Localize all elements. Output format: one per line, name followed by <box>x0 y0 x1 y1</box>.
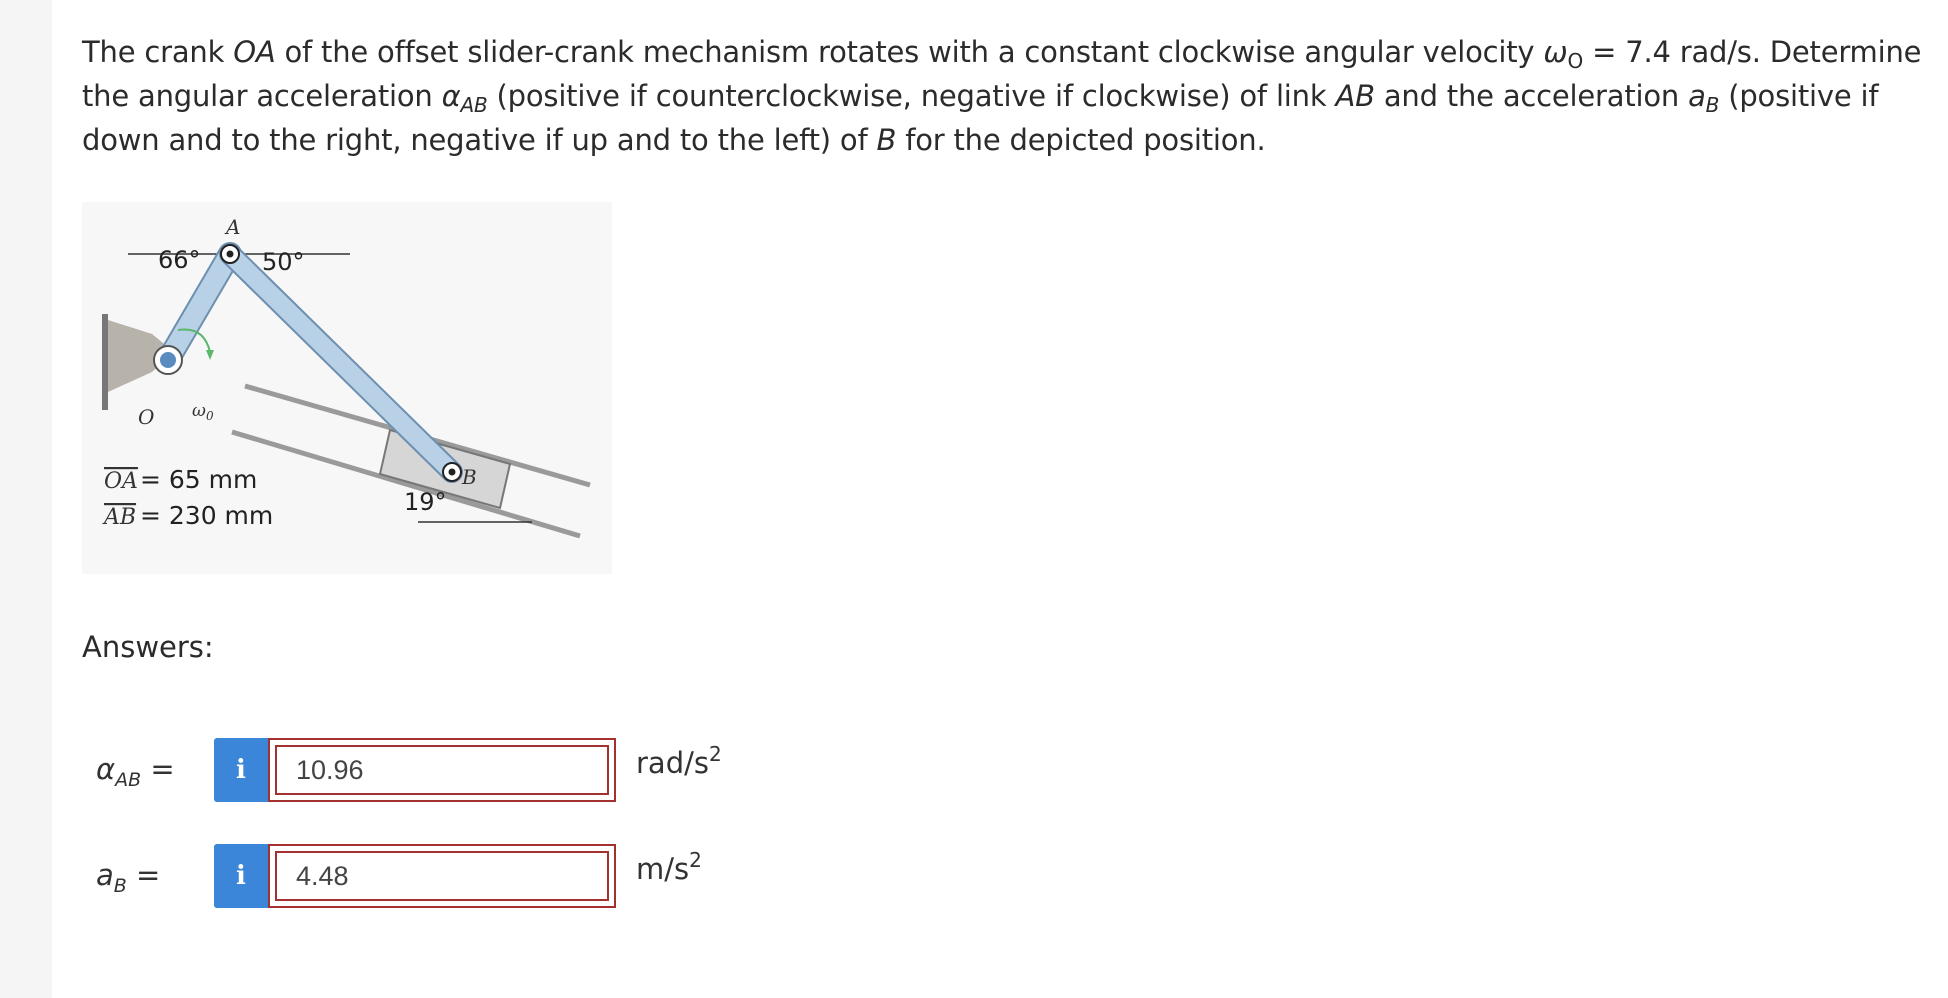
unit-label-alpha: rad/$s^2$ <box>636 742 722 780</box>
mechanism-diagram <box>82 202 612 574</box>
unit-label-acceleration: $m/s^2$ <box>636 848 702 886</box>
mechanism-figure <box>82 202 612 574</box>
oa-symbol: OA <box>104 469 138 494</box>
ab-symbol: AB <box>104 505 137 530</box>
ab-length: = 230 mm <box>140 501 274 530</box>
pivot-o-center <box>160 352 176 368</box>
omega-label: ω <box>192 401 206 421</box>
angle-66: 66° <box>158 246 201 274</box>
label-b: B <box>462 465 477 489</box>
alpha-ab-input[interactable]: 10.96 <box>268 738 616 802</box>
label-o: O <box>138 405 155 429</box>
angle-50: 50° <box>262 248 305 276</box>
answer-row-alpha <box>0 738 900 808</box>
wall-support <box>102 314 108 410</box>
label-a: A <box>226 215 241 239</box>
answer-label-acceleration: $a_B$ = <box>96 858 161 897</box>
info-icon[interactable]: i <box>214 738 268 802</box>
question-text: The crank OA of the offset slider-crank mechanism rotates with a constant clockwise angular velocity $\omega_O = 7.4$ rad/s. Determine the angular acceleration $\alpha_{AB}$ (positive if counterclockwise, negative if clockwise) of link AB and the acceleration $a_B$ (positive if down and to the right, negative if up and to the left) of B for the depicted position. <box>82 35 1922 157</box>
angle-19: 19° <box>404 488 447 516</box>
answers-heading: Answers: <box>82 630 214 664</box>
oa-length: = 65 mm <box>140 465 258 494</box>
a-b-input[interactable]: 4.48 <box>268 844 616 908</box>
omega-sub: 0 <box>206 409 214 423</box>
answer-label-alpha: $\alpha_{AB}$ = <box>96 752 175 791</box>
info-icon[interactable]: i <box>214 844 268 908</box>
answer-row-acceleration <box>0 844 900 914</box>
